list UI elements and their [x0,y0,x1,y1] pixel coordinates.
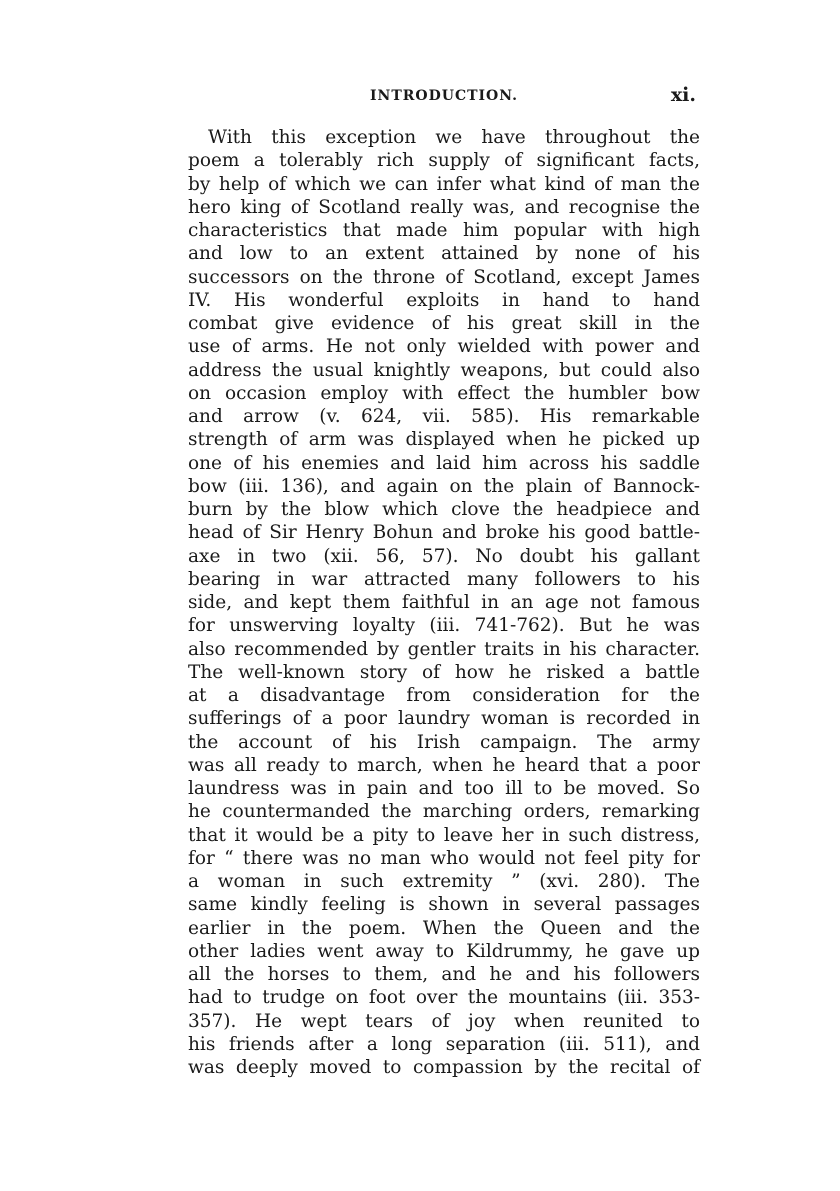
running-head [188,84,700,114]
text-line: laundress was in pain and too ill to be moved. So [188,778,700,799]
text-line: head of Sir Henry Bohun and broke his good battle- [188,522,700,544]
text-line: earlier in the poem. When the Queen and the [188,917,700,939]
text-line: address the usual knightly weapons, but could also [188,359,700,381]
text-line: and low to an extent attained by none of his [188,243,700,265]
text-line: that it would be a pity to leave her in such distress, [188,824,700,846]
text-line: his friends after a long separation (iii. 511), and [188,1033,700,1055]
text-line: the account of his Irish campaign. The army [188,731,700,753]
text-line: combat give evidence of his great skill in the [188,313,700,334]
text-line: all the horses to them, and he and his followers [188,964,700,985]
text-line: characteristics that made him popular with high [188,220,700,241]
text-line: 357). He wept tears of joy when reunited to [188,1010,700,1032]
text-line: was deeply moved to compassion by the recital of [188,1057,700,1078]
text-line: for unswerving loyalty (iii. 741-762). But he was [188,615,700,637]
running-title: INTRODUCTION. [370,88,519,104]
text-line: bearing in war attracted many followers to his [188,568,700,590]
text-line: successors on the throne of Scotland, except James [188,266,700,288]
text-line: bow (iii. 136), and again on the plain of Bannock- [188,475,700,497]
body-text [188,126,700,1079]
text-line: poem a tolerably rich supply of significant facts, [188,150,700,172]
text-line: on occasion employ with effect the humbler bow [188,382,700,404]
page-number: xi. [670,84,696,106]
text-line: he countermanded the marching orders, remarking [188,801,700,823]
text-line: sufferings of a poor laundry woman is recorded in [188,708,700,730]
text-line: use of arms. He not only wielded with power and [188,336,700,358]
text-line: burn by the blow which clove the headpiece and [188,499,700,520]
text-line: a woman in such extremity ” (xvi. 280). The [188,871,700,892]
text-line: hero king of Scotland really was, and recognise the [188,196,700,218]
text-line: same kindly feeling is shown in several passages [188,894,700,916]
text-line: With this exception we have throughout the [208,127,700,148]
text-line: The well-known story of how he risked a battle [188,661,700,683]
text-line: also recommended by gentler traits in his character. [188,638,700,660]
text-line: IV. His wonderful exploits in hand to hand [188,289,700,311]
text-line: strength of arm was displayed when he picked up [188,429,700,451]
text-line: had to trudge on foot over the mountains (iii. 353- [188,987,700,1009]
text-line: for “ there was no man who would not feel pity for [188,847,700,869]
text-line: by help of which we can infer what kind of man the [188,173,700,195]
text-line: other ladies went away to Kildrummy, he gave up [188,940,700,962]
text-line: axe in two (xii. 56, 57). No doubt his gallant [188,545,700,567]
text-line: was all ready to march, when he heard that a poor [188,754,700,776]
text-line: at a disadvantage from consideration for the [188,685,700,706]
text-line: one of his enemies and laid him across his saddle [188,452,700,474]
text-line: and arrow (v. 624, vii. 585). His remarkable [188,406,700,427]
text-line: side, and kept them faithful in an age not famous [188,592,700,613]
